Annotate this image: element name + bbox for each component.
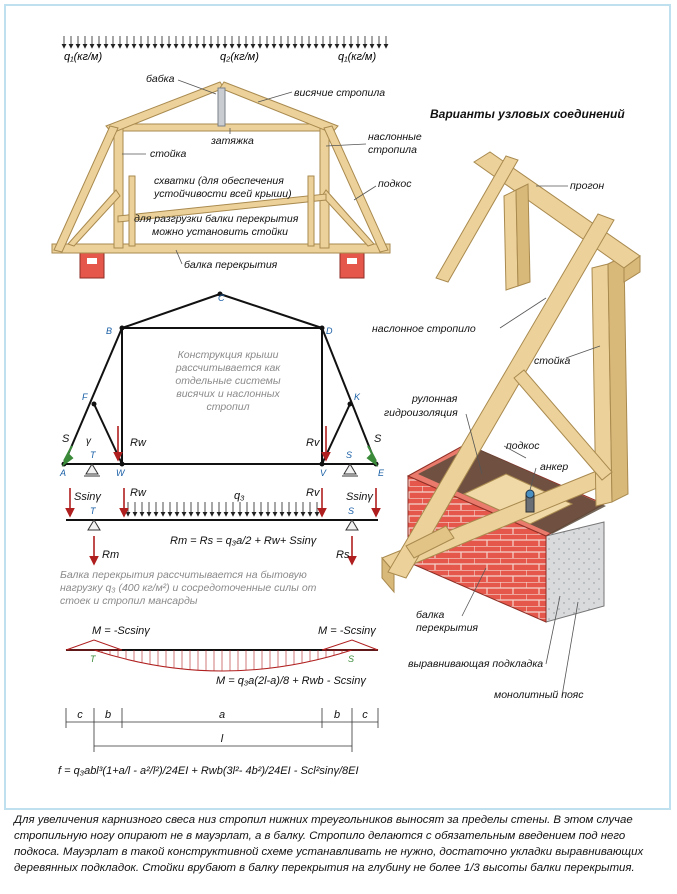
label-unload-1: для разгрузки балки перекрытия <box>134 213 299 225</box>
left-wall-support <box>80 252 104 278</box>
scheme-note-5: стропил <box>206 401 250 413</box>
right-title: Варианты узловых соединений <box>430 107 625 121</box>
beam-S: S <box>348 506 355 516</box>
label-sloped-rafters-1: наслонные <box>368 131 422 143</box>
beam-rw: Rw <box>130 487 146 499</box>
beam-note-3: стоек и стропил мансарды <box>60 595 198 607</box>
load-q2-label: q₂(кг/м) <box>220 51 259 63</box>
dim-l: l <box>220 733 224 745</box>
right-inner-post <box>308 176 314 246</box>
beam-rv: Rv <box>306 487 320 499</box>
left-post <box>114 126 123 248</box>
dim-b-left: b <box>104 709 112 721</box>
label-strut: подкос <box>378 178 412 190</box>
diagram-panel <box>4 4 671 810</box>
beam-rt: Rт <box>102 549 120 561</box>
label-waterproofing-2: гидроизоляция <box>384 407 458 419</box>
label-waterproofing-1: рулонная <box>412 393 458 405</box>
left-inner-post <box>129 176 135 246</box>
label-sloped-rafter: наслонное стропило <box>372 323 476 335</box>
node-K: K <box>354 392 361 402</box>
diagram-canvas <box>6 6 669 808</box>
load-q1-right-label: q₁(кг/м) <box>338 51 377 63</box>
node-E: E <box>378 468 385 478</box>
anchor-nut <box>526 490 534 498</box>
node-C: C <box>218 293 225 303</box>
beam-T: T <box>90 506 96 516</box>
label-tie-beam: затяжка <box>211 135 254 147</box>
node-S: S <box>346 450 353 460</box>
moment-right: M = -Scsinγ <box>318 625 376 637</box>
label-clamps-2: устойчивости всей крыши) <box>154 188 292 200</box>
dim-c-right: c <box>362 709 368 721</box>
beam-formula: Rт = Rs = q₃a/2 + Rw+ Ssinγ <box>170 535 317 547</box>
node-W: W <box>116 468 125 478</box>
node-B: B <box>106 326 113 336</box>
right-post <box>320 126 329 248</box>
moment-formula: M = q₃a(2l-a)/8 + Rwb - Scsinγ <box>216 675 366 687</box>
moment-S: S <box>348 654 355 664</box>
label-sloped-rafters-2: стропила <box>368 144 417 156</box>
force-S-right: S <box>374 433 382 445</box>
dim-a: a <box>218 709 226 721</box>
node-F: F <box>82 392 88 402</box>
beam-rs: Rs <box>336 549 350 561</box>
node-V: V <box>320 468 327 478</box>
dim-c-left: c <box>77 709 83 721</box>
beam-ssin-right: Ssinγ <box>346 491 373 503</box>
moment-T: T <box>90 654 96 664</box>
label-rw-scheme: Rw <box>130 437 146 449</box>
right-wall-support <box>340 252 364 278</box>
scheme-note-4: висячих и наслонных <box>176 388 280 400</box>
caption: Для увеличения карнизного свеса низ стропил нижних треугольников выносят за пределы стены. В этом случае стропильную ногу опирают не в мауэрлат, а в балку. Стропило делаются с обязательным введением под него подкоса. Мауэрлат в такой конструктивной схеме устанавливать не нужно, достаточно укладки выравнивающих деревянных подкладок. Стойки врубают в балку перекрытия на глубину не более 1/3 высоты балки перекрытия. <box>14 814 644 874</box>
beam-q3: q₃ <box>234 490 245 502</box>
label-monolithic-belt: монолитный пояс <box>494 689 584 701</box>
label-clamps-1: схватки (для обеспечения <box>154 175 284 187</box>
label-floor-beam-right-2: перекрытия <box>416 622 479 634</box>
moment-curve <box>94 650 355 671</box>
node-A: A <box>60 468 67 478</box>
node-T: T <box>90 450 96 460</box>
beam-note-2: нагрузку q₃ (400 кг/м²) и сосредоточенные силы от <box>60 582 317 594</box>
node-D: D <box>326 326 333 336</box>
label-hanging-rafters: висячие стропила <box>294 87 386 99</box>
floor-beam <box>52 244 390 253</box>
beam-support-T <box>88 520 100 530</box>
king-post <box>218 88 225 126</box>
label-strut-right: подкос <box>506 440 540 452</box>
monolithic-belt <box>546 522 604 622</box>
beam-load-arrows <box>128 502 317 516</box>
distributed-load-arrows <box>64 36 386 48</box>
label-post-right: стойка <box>534 355 571 367</box>
load-q1-left-label: q₁(кг/м) <box>64 51 103 63</box>
support-S <box>344 464 356 474</box>
force-S-left: S <box>62 433 70 445</box>
scheme-note-2: рассчитывается как <box>175 362 281 374</box>
beam-support-S <box>346 520 358 530</box>
deflection-formula: f = q₃abl³(1+a/l - a²/l²)/24EI + Rwb(3l²- 4b²)/24EI - Scl²sinγ/8EI <box>58 765 359 777</box>
node-detail-drawing <box>382 152 640 622</box>
support-T <box>86 464 98 474</box>
label-purlin: прогон <box>570 180 605 192</box>
beam-ssin-left: Ssinγ <box>74 491 101 503</box>
label-post: стойка <box>150 148 187 160</box>
scheme-note-3: отдельные системы <box>175 375 281 387</box>
label-rv-scheme: Rv <box>306 437 320 449</box>
angle-gamma: γ <box>86 436 91 447</box>
label-unload-2: можно установить стойки <box>152 226 289 238</box>
label-anchor: анкер <box>540 461 569 473</box>
label-babka: бабка <box>146 73 175 85</box>
label-floor-beam: балка перекрытия <box>184 259 278 271</box>
beam-note-1: Балка перекрытия рассчитывается на бытовую <box>60 569 307 581</box>
label-floor-beam-right-1: балка <box>416 609 445 621</box>
scheme-note-1: Конструкция крыши <box>177 349 279 361</box>
dim-b-right: b <box>333 709 341 721</box>
label-leveling-pad: выравнивающая подкладка <box>408 658 544 670</box>
moment-left: M = -Scsinγ <box>92 625 150 637</box>
